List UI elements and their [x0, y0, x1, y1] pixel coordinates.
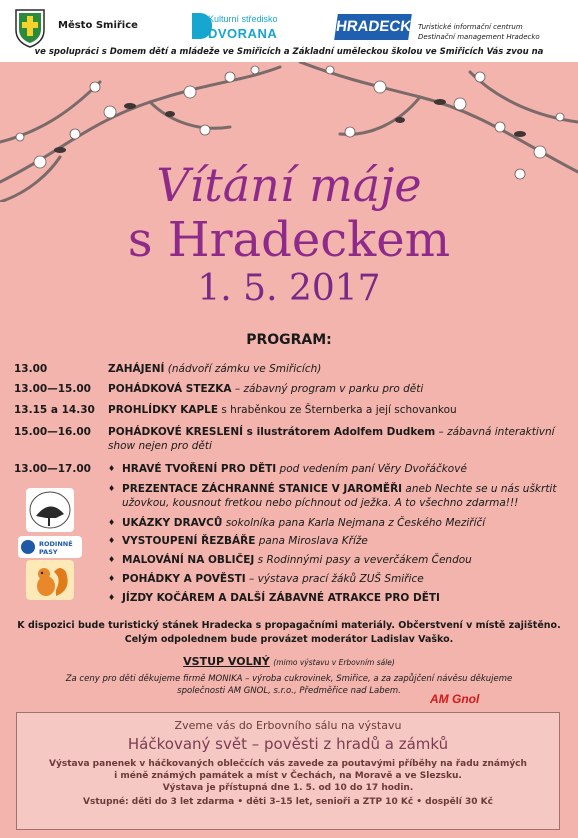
- cooperation-invite: ve spolupráci s Domem dětí a mládeže ve Smiřicích a Základní uměleckou školou ve Smiřicích Vás zvou na: [34, 47, 544, 57]
- sponsor-line1: Za ceny pro děti děkujeme firmě MONIKA – výroba cukrovinek, Smiřice, a za zapůjčení návěsu děkujeme: [65, 674, 513, 684]
- town-coat-of-arms-icon: [14, 8, 46, 48]
- squirrel-mascot-icon: [26, 560, 74, 600]
- sponsor-thanks: [0, 673, 578, 697]
- am-gnol-logo: AM Gnol: [430, 692, 480, 706]
- exhibition-desc-line2: i méně známých památek a míst v Čechách, na Moravě a ve Slezsku.: [114, 771, 462, 781]
- exhibition-prices: Vstupné: děti do 3 let zdarma • děti 3–15 let, senioři a ZTP 10 Kč • dospělí 30 Kč: [83, 797, 493, 807]
- exhibition-desc-line1: Výstava panenek v háčkovaných oblečcích vás zavede za poutavými příběhy na řadu známých: [49, 759, 527, 769]
- schedule-desc: PROHLÍDKY KAPLE s hraběnkou ze Šternberka a její schovankou: [108, 404, 457, 416]
- admission-free: [0, 655, 578, 668]
- hradecko-logo: HRADECKO: [334, 14, 412, 40]
- schedule-time: 15.00—16.00: [14, 426, 91, 438]
- town-name: Město Smiřice: [58, 20, 138, 31]
- schedule-desc: POHÁDKOVÉ KRESLENÍ s ilustrátorem Adolfem Dudkem – zábavná interaktivní show nejen pro děti: [108, 426, 555, 452]
- admission-free-note: (mimo výstavu v Erbovním sále): [273, 658, 395, 667]
- exhibition-invite: Zveme vás do Erbovního sálu na výstavu: [174, 719, 402, 732]
- exhibition-hours: Výstava je přístupná dne 1. 5. od 10 do 17 hodin.: [162, 783, 414, 793]
- rodinne-pasy-word2: PASY: [39, 548, 58, 556]
- event-title-line2: s Hradeckem: [127, 212, 451, 268]
- event-date: 1. 5. 2017: [197, 268, 381, 309]
- exhibition-box: [16, 712, 560, 830]
- tic-line1: Turistické informační centrum: [418, 23, 523, 31]
- schedule-time: 13.15 a 14.30: [14, 404, 95, 416]
- moderator-note: Celým odpolednem bude provázet moderátor Ladislav Vaško.: [124, 634, 454, 645]
- schedule-time: 13.00—17.00: [14, 463, 91, 475]
- info-stand-note: K dispozici bude turistický stánek Hradecka s propagačními materiály. Občerstvení v místě zajištěno.: [17, 620, 561, 631]
- rodinne-pasy-logo-icon: [18, 536, 82, 558]
- dvorana-subtitle: Kulturní středisko: [208, 14, 278, 24]
- exhibition-title: Háčkovaný svět – pověsti z hradů a zámků: [127, 735, 449, 753]
- program-heading: PROGRAM:: [246, 332, 332, 348]
- schedule-desc: POHÁDKOVÁ STEZKA – zábavný program v parku pro děti: [108, 383, 424, 395]
- schedule-time: 13.00: [14, 363, 48, 375]
- dvorana-name: DVORANA: [208, 26, 278, 41]
- schedule-desc: ZAHÁJENÍ (nádvoří zámku ve Smiřicích): [108, 363, 322, 375]
- event-title-line1: Vítání máje: [156, 158, 422, 212]
- schedule-time: 13.00—15.00: [14, 383, 91, 395]
- admission-free-label: VSTUP VOLNÝ: [183, 655, 270, 668]
- sponsor-line2: společnosti AM GNOL, s.r.o., Předměřice nad Labem.: [177, 686, 401, 696]
- tic-line2: Destinační management Hradecko: [418, 33, 540, 41]
- rescue-station-logo-icon: [26, 488, 74, 532]
- exhibition-description: [17, 758, 559, 794]
- rodinne-pasy-word1: RODINNÉ: [39, 540, 73, 548]
- tourist-info-centre: [418, 22, 540, 42]
